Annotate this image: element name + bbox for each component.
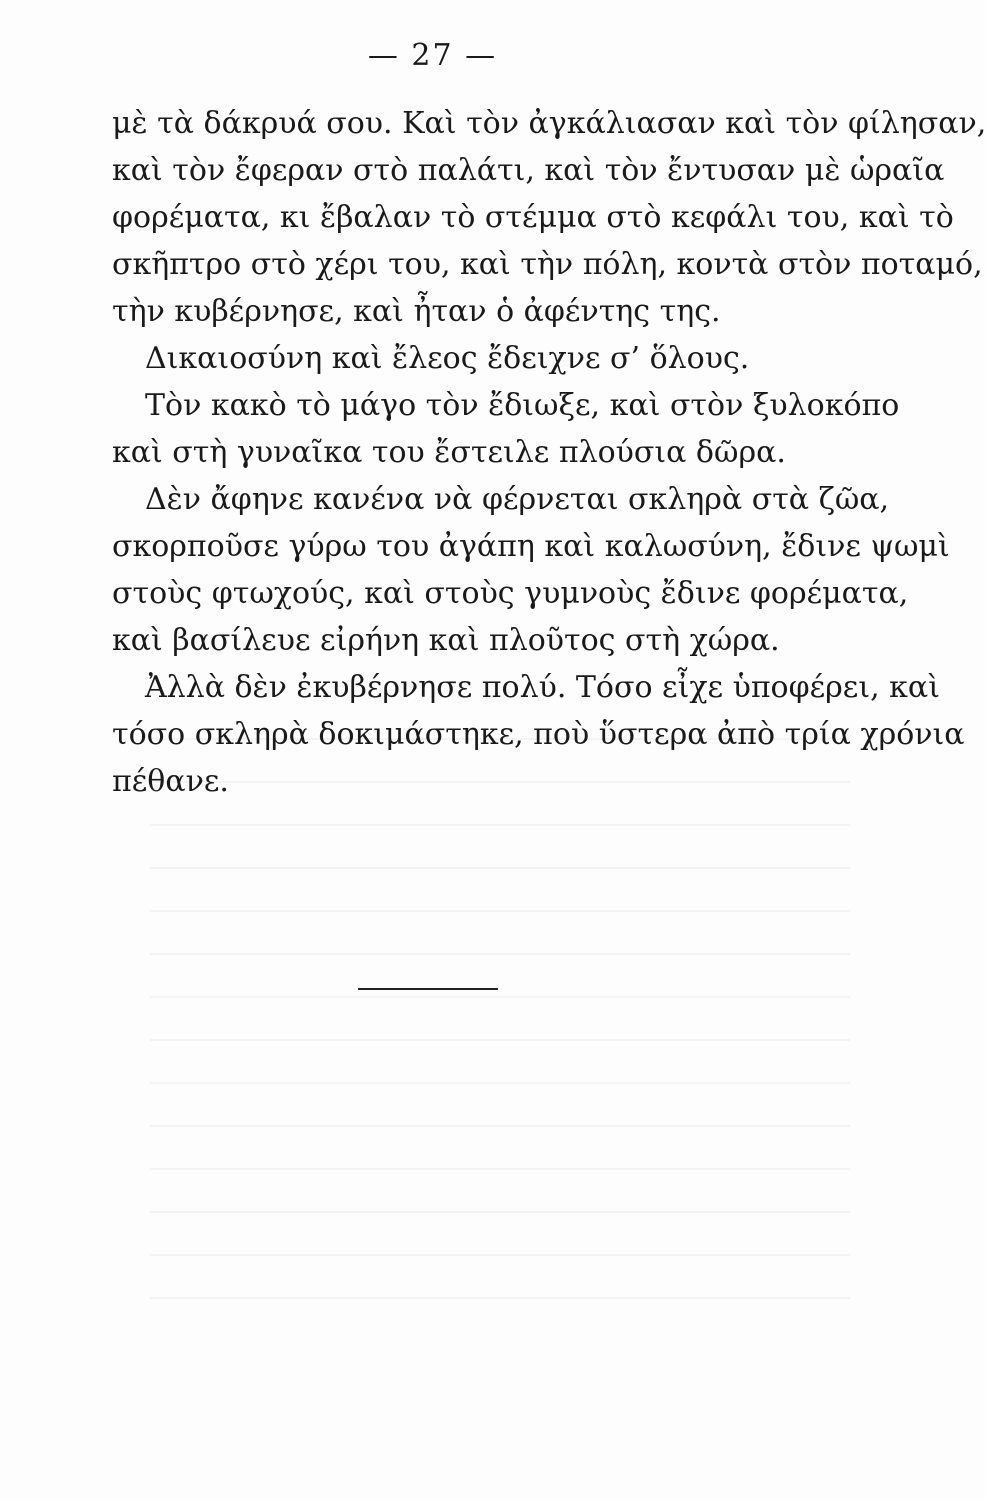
- text-line: τὴν κυβέρνησε, καὶ ἦταν ὁ ἀφέντης της.: [112, 294, 721, 329]
- body-text: [112, 100, 986, 805]
- text-line: μὲ τὰ δάκρυά σου. Καὶ τὸν ἀγκάλιασαν καὶ τὸν φίλησαν,: [112, 106, 986, 141]
- text-line: σκῆπτρο στὸ χέρι του, καὶ τὴν πόλη, κοντὰ στὸν ποταμό,: [112, 247, 983, 282]
- text-line: καὶ στὴ γυναῖκα του ἔστειλε πλούσια δῶρα.: [112, 435, 786, 470]
- text-line: Ἀλλὰ δὲν ἐκυβέρνησε πολύ. Τόσο εἶχε ὑποφέρει, καὶ: [145, 670, 940, 705]
- text-line: φορέματα, κι ἔβαλαν τὸ στέμμα στὸ κεφάλι του, καὶ τὸ: [112, 200, 954, 235]
- page-number: — 27 —: [367, 38, 498, 73]
- text-line: καὶ τὸν ἔφεραν στὸ παλάτι, καὶ τὸν ἔντυσαν μὲ ὡραῖα: [112, 153, 945, 188]
- text-line: τόσο σκληρὰ δοκιμάστηκε, ποὺ ὕστερα ἀπὸ τρία χρόνια: [112, 717, 965, 752]
- text-line: Δὲν ἄφηνε κανένα νὰ φέρνεται σκληρὰ στὰ ζῶα,: [145, 482, 890, 517]
- text-line: Τὸν κακὸ τὸ μάγο τὸν ἔδιωξε, καὶ στὸν ξυλοκόπο: [145, 388, 900, 423]
- text-line: Δικαιοσύνη καὶ ἔλεος ἔδειχνε σ’ ὅλους.: [145, 341, 750, 376]
- section-separator-rule: [358, 988, 498, 990]
- text-line: καὶ βασίλευε εἰρήνη καὶ πλοῦτος στὴ χώρα.: [112, 623, 780, 658]
- text-line: στοὺς φτωχούς, καὶ στοὺς γυμνοὺς ἔδινε φορέματα,: [112, 576, 909, 611]
- text-line: σκορποῦσε γύρω του ἀγάπη καὶ καλωσύνη, ἔδινε ψωμὶ: [112, 529, 950, 564]
- text-line: πέθανε.: [112, 764, 229, 799]
